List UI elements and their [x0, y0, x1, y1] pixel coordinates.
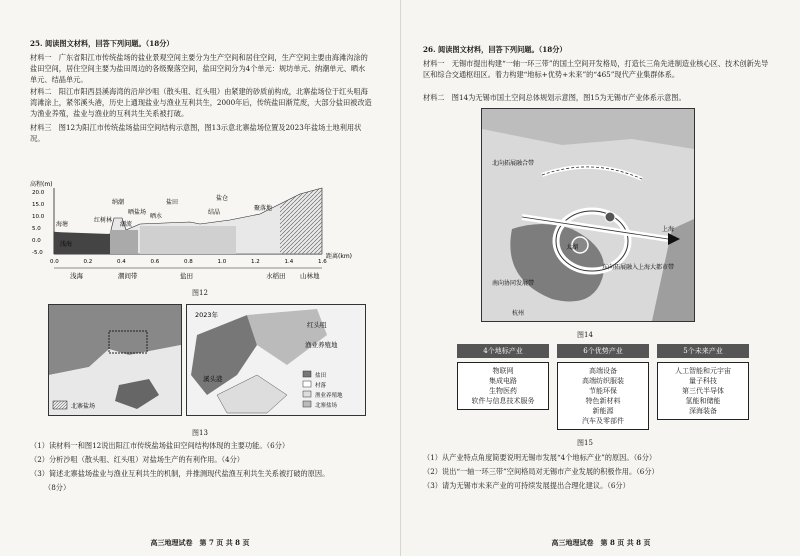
fig12-y-tick: 0.0	[32, 238, 41, 244]
fig13-legend-swatch	[303, 401, 311, 407]
fig12-label: 红树林	[94, 217, 113, 224]
industry-item: 高端设备	[589, 367, 617, 375]
industry-item: 生物医药	[489, 387, 517, 395]
fig13-inset-label: 溪头港	[203, 375, 223, 383]
fig12-zone: 山林地	[300, 272, 320, 280]
fig15-caption: 图15	[577, 439, 593, 447]
fig13-inset-label: 渔业养殖地	[305, 341, 338, 349]
fig13-legend-swatch	[303, 381, 311, 387]
fig14-label: 上海	[662, 226, 675, 233]
fig13-legend-item: 村落	[315, 383, 327, 389]
fig12-x-tick: 1.4	[284, 259, 294, 265]
fig12-zone: 浅海	[70, 272, 83, 280]
fig12-zone: 潮间带	[118, 272, 138, 280]
industry-column	[657, 344, 749, 420]
industry-item: 节能环保	[589, 387, 617, 395]
fig12-x-tick: 1.2	[251, 259, 260, 265]
industry-item: 高端纺织服装	[582, 377, 624, 385]
industry-column-header: 5个未来产业	[657, 344, 749, 358]
fig12-x-tick: 0.6	[150, 259, 160, 265]
fig13-legend-item: 盐田	[315, 373, 327, 379]
industry-list	[557, 362, 649, 430]
fig13-map-label: 北寨盐场	[71, 403, 96, 410]
industry-column	[457, 344, 549, 410]
q25-material-2: 材料二 阳江市阳西县溪海湾的沿岸沙咀（散头咀、红头咀）由紧建的砂质前构成，北寨盐场位于红头咀海湾滩涂上，紧邻溪头港，历史上通现盐业与渔业互利共生，2000年后，传统盐田渐荒废，大部分盐田被改造为渔业养殖，盐业与渔业的互利共生关系被打破。	[30, 87, 372, 118]
industry-item: 人工智能和元宇宙	[675, 367, 731, 375]
industry-column-header: 6个优势产业	[557, 344, 649, 358]
q25-sub-2: （2）分析沙咀（散头咀、红头咀）对盐场生产的有利作用。（4分）	[30, 455, 244, 464]
fig12-x-unit: 距离(km)	[326, 253, 353, 260]
fig12-y-tick: 15.0	[32, 202, 45, 208]
fig12-x-ticks	[50, 259, 327, 265]
fig12-label: 盐田	[166, 199, 179, 206]
fig14-label: 北向拓展融合带	[492, 160, 535, 167]
fig12-ylabel: 高程(m)	[30, 181, 53, 188]
fig13-legend-swatch	[303, 391, 311, 397]
industry-list	[457, 362, 549, 410]
fig12-label: 聚落地	[254, 205, 273, 212]
industry-item: 集成电路	[489, 377, 517, 385]
fig12-x-tick: 0.2	[83, 259, 93, 265]
fig12-x-tick: 1.0	[217, 259, 227, 265]
q26-sub-1: （1）从产业特点角度简要说明无锡市发展“4个地标产业”的原因。（6分）	[423, 453, 657, 462]
fig13-map-main	[48, 304, 182, 416]
q25-sub-1: （1）读材料一和图12说出阳江市传统盐场盐田空间结构体现的主要功能。（6分）	[30, 441, 290, 450]
industry-item: 量子科技	[689, 377, 717, 385]
fig12-label: 结晶	[208, 209, 221, 216]
fig12-zone: 水稻田	[266, 272, 286, 280]
q26-title: 26. 阅读图文材料，回答下列问题。（18分）	[423, 45, 567, 54]
industry-item: 软件与信息技术服务	[471, 397, 535, 405]
fig12-zones	[70, 271, 320, 280]
fig14-label: 南向协同发展带	[492, 280, 535, 287]
fig12-label: 潮流	[120, 221, 133, 228]
figure-12-svg	[30, 174, 370, 284]
fig14-label: 杭州	[512, 310, 525, 317]
fig12-y-tick: -5.0	[32, 250, 43, 256]
q26-sub-3: （3）请为无锡市未来产业的可持续发展提出合理化建议。（6分）	[423, 481, 630, 490]
figure-12	[30, 174, 370, 284]
fig15-industry-system	[457, 344, 757, 436]
fig12-label: 海塘	[56, 221, 69, 228]
q26-material-1: 材料一 无锡市提出构建“一轴一环三带”的国土空间开发格局，打造长三角先进制造业核心区、技术创新先导区和综合交通枢纽区。着力构建“地标+优势+未来”的“465”现代产业集群体系。	[423, 59, 769, 79]
fig12-label: 浅海	[60, 241, 73, 248]
industry-list	[657, 362, 749, 420]
fig12-label: 纳潮	[112, 199, 125, 206]
industry-item: 新能源	[592, 407, 614, 415]
fig13-inset-label: 红头咀	[307, 321, 327, 329]
fig12-label: 晒盐场	[128, 209, 147, 216]
q26-material-2: 材料二 图14为无锡市国土空间总体规划示意图，图15为无锡市产业体系示意图。	[423, 93, 686, 102]
fig14-map	[481, 108, 695, 322]
right-page	[400, 0, 800, 556]
fig12-y-tick: 5.0	[32, 226, 41, 232]
q26-sub-2: （2）说出“一轴一环三带”空间格局对无锡市产业发展的积极作用。（6分）	[423, 467, 659, 476]
fig13-inset	[186, 304, 366, 416]
fig12-x-tick: 0.8	[184, 259, 193, 265]
fig14-label: 东向拓展融入上海大都市带	[602, 264, 675, 271]
fig12-y-tick: 10.0	[32, 214, 45, 220]
fig12-y-tick: 20.0	[32, 190, 45, 196]
fig13-caption: 图13	[192, 429, 208, 437]
industry-item: 物联网	[492, 367, 514, 375]
fig13-inset-label: 2023年	[195, 311, 219, 319]
industry-item: 特色新材料	[585, 397, 621, 405]
q25-material-1: 材料一 广东省阳江市传统盐场的盐业景观空间主要分为生产空间和居住空间，生产空间主要由海滩沟涂的盐田空间，居住空间主要为盐田周边的各级聚落空间，盐田空间分为4个单元：规坊单元、纳潮单元、晒水单元、结晶单元。	[30, 53, 368, 84]
fig13-legend-item: 北寨盐场	[315, 403, 338, 409]
fig12-x-tick: 0.0	[50, 259, 59, 265]
q25-material-3: 材料三 图12为阳江市传统盐场盐田空间结构示意图，图13示意北寨盐场位置及2023年盐场土地利用状况。	[30, 123, 362, 143]
fig14-label: 太湖	[566, 244, 579, 251]
q25-title: 25. 阅读图文材料，回答下列问题。（18分）	[30, 39, 174, 48]
industry-item: 汽车及零部件	[582, 417, 624, 425]
fig12-x-tick: 0.4	[117, 259, 126, 265]
fig14-caption: 图14	[577, 331, 593, 339]
industry-item: 第三代半导体	[682, 387, 724, 395]
fig12-zone: 盐田	[180, 272, 193, 280]
fig12-y-ticks	[32, 190, 45, 256]
industry-column-header: 4个地标产业	[457, 344, 549, 358]
q25-sub-3-score: （8分）	[44, 483, 71, 492]
fig12-label: 晒水	[150, 213, 163, 220]
fig13-legend-item: 渔业养殖地	[315, 393, 343, 399]
fig12-x-tick: 1.6	[318, 259, 327, 265]
industry-item: 氢能和储能	[685, 397, 721, 405]
left-footer: 高三地理试卷 第 7 页 共 8 页	[150, 538, 250, 547]
q25-sub-3: （3）简述北寨盐场盐业与渔业互利共生的机制，并推测现代盐渔互利共生关系被打破的原因。	[30, 469, 330, 478]
fig12-caption: 图12	[192, 289, 208, 297]
industry-item: 深海装备	[689, 407, 717, 415]
right-footer: 高三地理试卷 第 8 页 共 8 页	[551, 538, 651, 547]
fig13-legend-swatch	[303, 371, 311, 377]
fig12-label: 盐仓	[216, 195, 229, 202]
industry-column	[557, 344, 649, 430]
